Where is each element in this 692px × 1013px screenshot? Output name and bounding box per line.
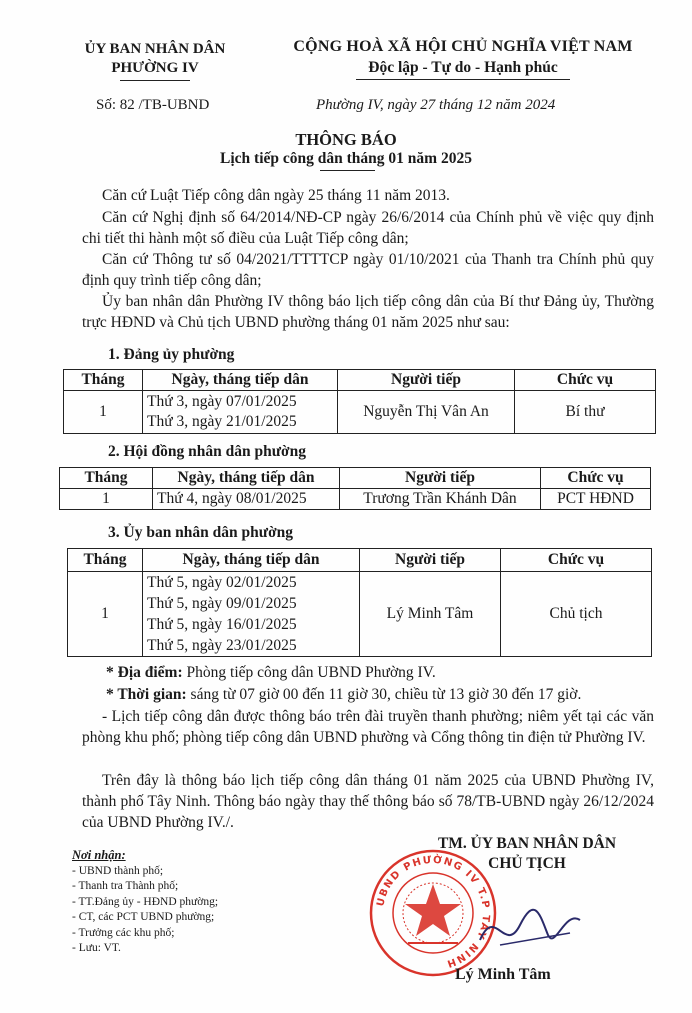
schedule-table-committee	[67, 548, 652, 657]
recipient-item: - TT.Đảng ủy - HĐND phường;	[72, 895, 219, 908]
recipient-item: - Trưởng các khu phố;	[72, 926, 175, 939]
date-cell: Thứ 3, ngày 07/01/2025 Thứ 3, ngày 21/01/2025	[143, 391, 338, 434]
section-1-heading: 1. Đảng ủy phường	[108, 346, 235, 363]
closing-paragraph: Trên đây là thông báo lịch tiếp công dân tháng 01 năm 2025 của UBND Phường IV, thành phố Tây Ninh. Thông báo ngày thay thế thông báo số 78/TB-UBND ngày 26/12/2024 của UBND Phường IV./.	[82, 772, 654, 831]
table-row	[64, 391, 656, 434]
col-position: Chức vụ	[501, 549, 652, 572]
col-date: Ngày, tháng tiếp dân	[143, 549, 360, 572]
table-header-row	[60, 468, 651, 489]
col-month: Tháng	[60, 468, 153, 489]
signature-title: TM. ỦY BAN NHÂN DÂN	[437, 835, 617, 852]
recipients-heading: Nơi nhận:	[72, 848, 126, 862]
signature-role: CHỦ TỊCH	[488, 855, 566, 872]
basis-paragraph-1: Căn cứ Luật Tiếp công dân ngày 25 tháng 11 năm 2013.	[102, 187, 450, 204]
issuing-organization	[60, 40, 250, 78]
basis-paragraph-2: Căn cứ Nghị định số 64/2014/NĐ-CP ngày 26/6/2014 của Chính phủ về việc quy định chi tiết thi hành một số điều của Luật Tiếp công dân;	[82, 209, 654, 247]
nation-name: CỘNG HOÀ XÃ HỘI CHỦ NGHĨA VIỆT NAM	[293, 38, 633, 55]
col-month: Tháng	[64, 370, 143, 391]
month-cell: 1	[64, 391, 143, 434]
position-cell: Bí thư	[515, 391, 656, 434]
org-name-line2: PHƯỜNG IV	[111, 60, 199, 76]
announcement-paragraph: Ủy ban nhân dân Phường IV thông báo lịch tiếp công dân của Bí thư Đảng ủy, Thường trực HĐND và Chủ tịch UBND phường tháng 01 năm 2025 như sau:	[82, 293, 654, 331]
motto-underline	[356, 79, 570, 80]
date-cell: Thứ 4, ngày 08/01/2025	[153, 489, 340, 510]
date-cell: Thứ 5, ngày 02/01/2025 Thứ 5, ngày 09/01/2025 Thứ 5, ngày 16/01/2025 Thứ 5, ngày 23/01/2025	[143, 572, 360, 657]
time-line: * Thời gian: sáng từ 07 giờ 00 đến 11 giờ 30, chiều từ 13 giờ 30 đến 17 giờ.	[106, 686, 582, 703]
table-row	[68, 572, 652, 657]
recipient-item: - CT, các PCT UBND phường;	[72, 911, 215, 923]
nation-motto: Độc lập - Tự do - Hạnh phúc	[368, 59, 558, 76]
col-person: Người tiếp	[338, 370, 515, 391]
position-cell: Chủ tịch	[501, 572, 652, 657]
org-underline	[120, 80, 190, 81]
basis-paragraph-3: Căn cứ Thông tư số 04/2021/TTTTCP ngày 01/10/2021 của Thanh tra Chính phủ quy định quy trình tiếp công dân;	[82, 251, 654, 289]
document-subtitle: Lịch tiếp công dân tháng 01 năm 2025	[220, 150, 472, 167]
section-2-heading: 2. Hội đồng nhân dân phường	[108, 443, 306, 460]
signer-name: Lý Minh Tâm	[455, 966, 551, 983]
col-date: Ngày, tháng tiếp dân	[143, 370, 338, 391]
place-date: Phường IV, ngày 27 tháng 12 năm 2024	[316, 97, 556, 113]
col-position: Chức vụ	[541, 468, 651, 489]
col-date: Ngày, tháng tiếp dân	[153, 468, 340, 489]
col-person: Người tiếp	[360, 549, 501, 572]
recipient-item: - Lưu: VT.	[72, 942, 121, 954]
schedule-table-party	[63, 369, 656, 434]
month-cell: 1	[68, 572, 143, 657]
svg-text:UBND PHƯỜNG IV T.P TÂY NINH: UBND PHƯỜNG IV T.P TÂY NINH	[375, 854, 492, 970]
location-line: * Địa điểm: Phòng tiếp công dân UBND Phường IV.	[106, 664, 436, 681]
col-month: Tháng	[68, 549, 143, 572]
announce-paragraph: - Lịch tiếp công dân được thông báo trên đài truyền thanh phường; niêm yết tại các văn phòng khu phố; phòng tiếp công dân UBND phường và Cổng thông tin điện tử Phường IV.	[82, 708, 654, 746]
subtitle-underline	[320, 170, 375, 171]
table-row	[60, 489, 651, 510]
signature-block	[392, 834, 662, 874]
document-title: THÔNG BÁO	[295, 130, 397, 149]
table-header-row	[68, 549, 652, 572]
handwritten-signature-icon	[470, 895, 590, 960]
person-cell: Trương Trần Khánh Dân	[340, 489, 541, 510]
position-cell: PCT HĐND	[541, 489, 651, 510]
col-person: Người tiếp	[340, 468, 541, 489]
col-position: Chức vụ	[515, 370, 656, 391]
person-cell: Lý Minh Tâm	[360, 572, 501, 657]
table-header-row	[64, 370, 656, 391]
recipient-item: - Thanh tra Thành phố;	[72, 880, 179, 892]
section-3-heading: 3. Ủy ban nhân dân phường	[108, 524, 294, 541]
month-cell: 1	[60, 489, 153, 510]
org-name-line1: ỦY BAN NHÂN DÂN	[84, 41, 226, 57]
recipients-block	[72, 848, 218, 957]
recipient-item: - UBND thành phố;	[72, 864, 164, 877]
document-number: Số: 82 /TB-UBND	[96, 97, 210, 113]
schedule-table-council	[59, 467, 651, 510]
person-cell: Nguyễn Thị Vân An	[338, 391, 515, 434]
national-heading	[258, 36, 668, 78]
